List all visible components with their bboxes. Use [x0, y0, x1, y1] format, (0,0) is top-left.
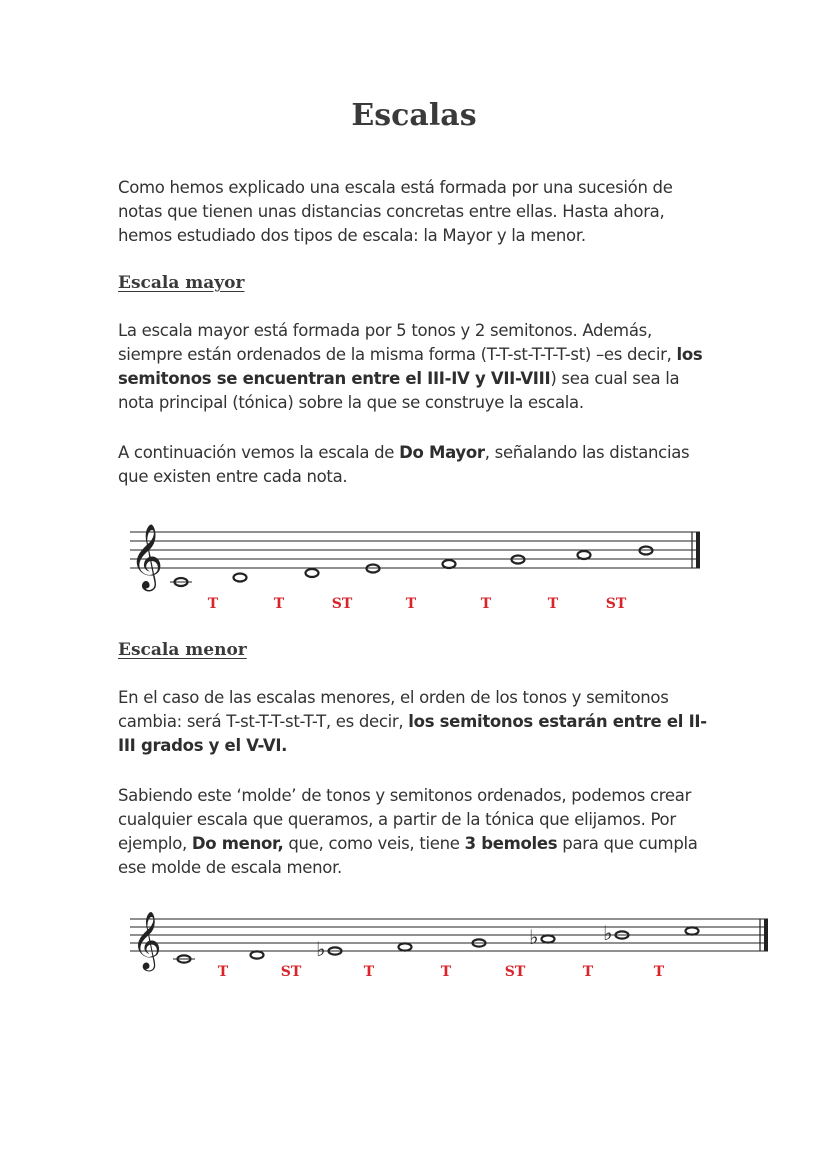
treble-clef-icon: 𝄞 — [130, 524, 164, 589]
major-p1-bold: los semitonos se encuentran entre el III-IV y VII-VIII — [118, 345, 703, 388]
major-p1-text-a: La escala mayor está formada por 5 tonos y 2 semitonos. Además, siempre están ordenados de la misma forma (T-T-st-T-T-T-st) –es decir, — [118, 321, 677, 364]
note-si — [578, 551, 591, 559]
major-paragraph-1 — [118, 319, 718, 415]
minor-interval-6: T — [582, 964, 594, 980]
major-notes — [170, 547, 653, 587]
note-lab — [542, 935, 555, 942]
minor-p2-text-c: para que cumpla ese molde de escala menor. — [118, 834, 698, 877]
major-p1-text-b: ) sea cual sea la nota principal (tónica) sobre la que se construye la escala. — [118, 369, 680, 412]
major-scale-staff — [0, 505, 828, 620]
major-interval-labels — [208, 596, 627, 612]
minor-p1-bold: los semitonos estarán entre el II-III grados y el V-VI. — [118, 712, 707, 755]
flat-icon: ♭ — [316, 937, 326, 961]
major-interval-3: ST — [331, 596, 353, 612]
flat-icon: ♭ — [529, 925, 539, 949]
minor-scale-heading: Escala menor — [118, 640, 247, 660]
minor-interval-4: T — [440, 964, 452, 980]
major-interval-1: T — [207, 596, 219, 612]
minor-interval-5: ST — [504, 964, 526, 980]
minor-p2-text-b: que, como veis, tiene — [283, 834, 465, 853]
minor-interval-labels — [218, 964, 665, 980]
major-interval-5: T — [480, 596, 492, 612]
minor-notes — [173, 927, 699, 962]
minor-p2-bold-2: 3 bemoles — [464, 834, 558, 853]
flat-icon: ♭ — [603, 921, 613, 945]
minor-paragraph-2 — [118, 784, 718, 880]
note-re — [234, 574, 247, 582]
minor-p1-text-a: En el caso de las escalas menores, el orden de los tonos y semitonos cambia: será T-st-T-T-st-T-T, es decir, — [118, 688, 669, 731]
minor-p2-bold-1: Do menor, — [191, 834, 284, 853]
minor-scale-staff — [0, 895, 828, 995]
minor-paragraph-1 — [118, 686, 718, 758]
major-interval-6: T — [547, 596, 559, 612]
major-p2-text-b: , señalando las distancias que existen entre cada nota. — [118, 443, 690, 486]
major-scale-heading: Escala mayor — [118, 273, 245, 293]
major-interval-7: ST — [605, 596, 627, 612]
intro-text: Como hemos explicado una escala está formada por una sucesión de notas que tienen unas distancias concretas entre ellas. Hasta ahora, hemos estudiado dos tipos de escala: la Mayor y la menor. — [118, 178, 673, 245]
note-mi — [306, 569, 319, 577]
minor-interval-2: ST — [280, 964, 302, 980]
major-interval-2: T — [273, 596, 285, 612]
note-re — [251, 951, 264, 958]
major-interval-4: T — [405, 596, 417, 612]
intro-paragraph — [118, 176, 718, 248]
staff-lines — [130, 532, 700, 568]
note-sol — [443, 560, 456, 568]
minor-interval-3: T — [363, 964, 375, 980]
minor-interval-1: T — [217, 964, 229, 980]
treble-clef-icon: 𝄞 — [132, 911, 162, 969]
major-paragraph-2 — [118, 441, 718, 489]
major-p2-text-a: A continuación vemos la escala de — [118, 443, 400, 462]
minor-p2-text-a: Sabiendo este ‘molde’ de tonos y semitonos ordenados, podemos crear cualquier escala que queramos, a partir de la tónica que elijamos. Por ejemplo, — [118, 786, 692, 853]
note-fa — [399, 943, 412, 950]
page-title: Escalas — [351, 98, 477, 133]
major-p2-bold: Do Mayor — [399, 443, 485, 462]
note-do-high — [686, 927, 699, 934]
minor-interval-7: T — [653, 964, 665, 980]
staff-lines — [130, 919, 768, 951]
